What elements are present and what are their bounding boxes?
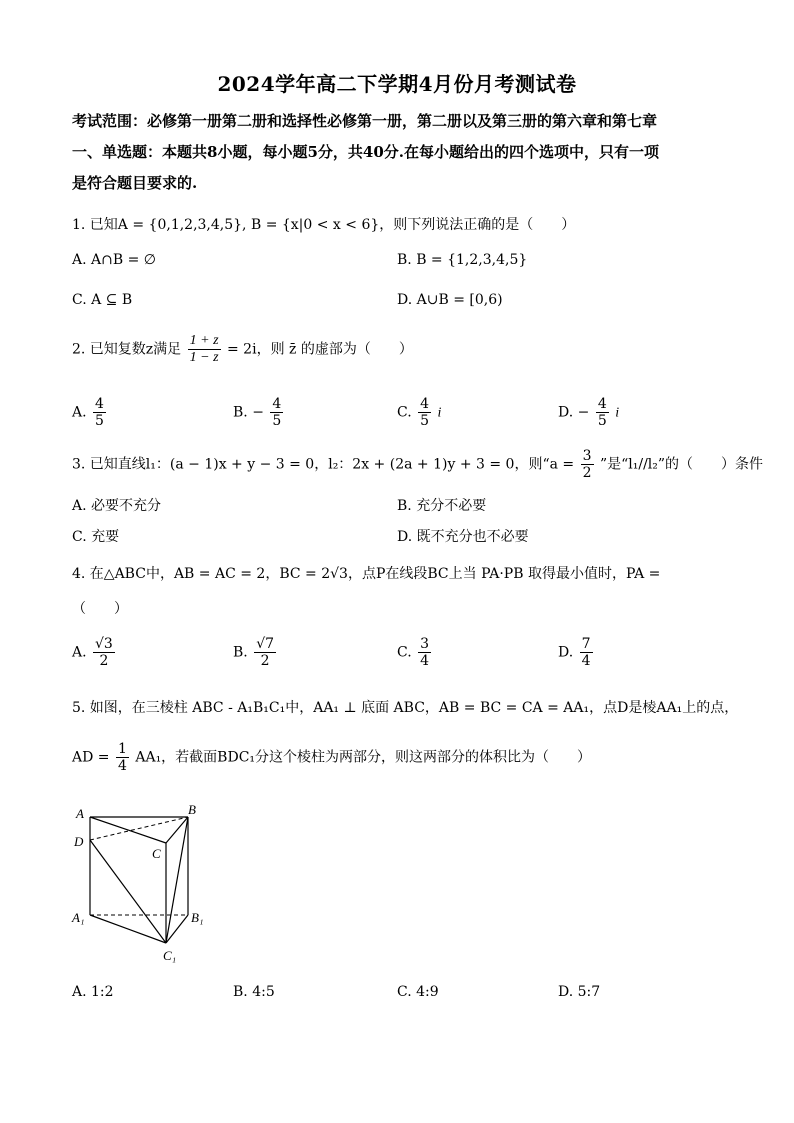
q2-b-label: B. [233,404,248,421]
q2-frac-den: 1 − z [189,350,219,365]
q2-d-sign: − [577,404,590,421]
q4-option-c [397,636,433,669]
q1-option-a: A. A∩B = ∅ [72,252,156,268]
question-5-stem: 5. 如图，在三棱柱 ABC - A₁B₁C₁中，AA₁ ⊥ 底面 ABC，AB = BC = CA = AA₁，点D是棱AA₁上的点， [72,700,739,716]
q5-option-b: B. 4:5 [233,984,275,1000]
q2-a-num: 4 [95,396,104,412]
q5-option-d: D. 5:7 [558,984,601,1000]
q2-d-num: 4 [597,396,607,412]
label-b: B [188,802,196,817]
q2-b-frac [270,396,283,429]
q2-a-label: A. [72,404,87,421]
q1-option-b: B. B = {1,2,3,4,5} [397,252,528,268]
q4-d-label: D. [558,644,574,661]
q1-option-d: D. A∪B = [0,6) [397,292,503,308]
label-b1: B₁ [191,910,204,925]
exam-scope: 考试范围：必修第一册第二册和选择性必修第一册，第二册以及第三册的第六章和第七章 [72,112,658,130]
q4-a-num: √3 [95,636,113,652]
q3-fraction [581,448,594,481]
q2-option-d [558,396,619,429]
q2-b-den: 5 [272,413,282,429]
q2-fraction [188,333,221,366]
q5-fraction [116,741,129,774]
q2-b-num: 4 [272,396,282,412]
q5-option-c: C. 4:9 [397,984,439,1000]
q2-c-suffix: i [437,405,442,421]
q2-c-num: 4 [420,396,430,412]
q4-c-den: 4 [420,653,430,669]
q4-d-frac [580,636,593,669]
q4-d-num: 7 [581,636,591,652]
q2-frac-num: 1 + z [189,333,219,348]
label-d: D [74,834,84,849]
section-heading-line1: 一、单选题：本题共8小题，每小题5分，共40分.在每小题给出的四个选项中，只有一项 [72,143,659,161]
q5-frac-den: 4 [117,758,127,774]
q4-b-frac [254,636,276,669]
question-3-stem [72,448,763,481]
q4-a-label: A. [72,644,87,661]
q2-b-sign: − [252,404,264,421]
q4-d-den: 4 [581,653,591,669]
label-c1: C₁ [163,948,177,963]
edge-ac [90,817,166,843]
q3-option-b: B. 充分不必要 [397,498,487,514]
q2-a-frac [93,396,106,429]
q5-line2-pre: AD = [72,749,110,766]
q5-frac-num: 1 [117,741,127,757]
edge-db-hidden [90,817,188,840]
q2-option-c [397,396,441,429]
question-4-stem-cont: （ ） [72,601,128,617]
edge-a1c1 [90,915,166,943]
q4-a-frac [93,636,115,669]
label-a1: A₁ [72,910,85,925]
section-heading-line2: 是符合题目要求的. [72,174,198,192]
question-2-stem [72,333,413,366]
question-5-stem-line2 [72,741,591,774]
q2-option-b [233,396,285,429]
q1-option-c: C. A ⊆ B [72,292,133,308]
question-1-stem: 1. 已知A = {0,1,2,3,4,5}, B = {x|0 < x < 6}，则下列说法正确的是（ ） [72,217,576,233]
label-c: C [152,846,161,861]
q4-b-num: √7 [256,636,275,652]
q2-stem-post: = 2i，则 z̄ 的虚部为（ ） [227,341,413,358]
q5-line2-post: AA₁，若截面BDC₁分这个棱柱为两部分，则这两部分的体积比为（ ） [135,749,592,766]
prism-figure [70,800,220,970]
edge-b1c1 [166,915,188,943]
q2-stem-pre: 2. 已知复数z满足 [72,341,182,358]
q4-c-frac [418,636,431,669]
q4-option-d [558,636,595,669]
q2-a-den: 5 [95,413,104,429]
q4-option-b [233,636,278,669]
q4-c-label: C. [397,644,412,661]
q2-d-den: 5 [597,413,607,429]
q3-option-c: C. 充要 [72,529,120,545]
q3-stem-post: ”是“l₁//l₂”的（ ）条件 [599,456,764,473]
q2-c-frac [418,396,431,429]
q2-option-a [72,396,108,429]
q3-stem-pre: 3. 已知直线l₁：(a − 1)x + y − 3 = 0，l₂：2x + (2a + 1)y + 3 = 0，则“a = [72,456,575,473]
q2-d-suffix: i [615,405,620,421]
q4-b-label: B. [233,644,248,661]
q2-c-den: 5 [420,413,430,429]
q2-d-label: D. [558,404,574,421]
q3-option-a: A. 必要不充分 [72,498,162,514]
question-4-stem: 4. 在△ABC中，AB = AC = 2，BC = 2√3，点P在线段BC上当 PA·PB 取得最小值时，PA = [72,566,661,582]
q4-b-den: 2 [260,653,270,669]
q4-option-a [72,636,117,669]
q3-frac-den: 2 [582,465,592,481]
q2-d-frac [596,396,609,429]
q4-a-den: 2 [99,653,109,669]
page-title: 2024学年高二下学期4月份月考测试卷 [217,72,577,96]
edge-bc1 [166,817,188,943]
q3-option-d: D. 既不充分也不必要 [397,529,529,545]
q5-option-a: A. 1:2 [72,984,114,1000]
q3-frac-num: 3 [582,448,592,464]
label-a: A [76,806,84,821]
q4-c-num: 3 [420,636,430,652]
q2-c-label: C. [397,404,412,421]
